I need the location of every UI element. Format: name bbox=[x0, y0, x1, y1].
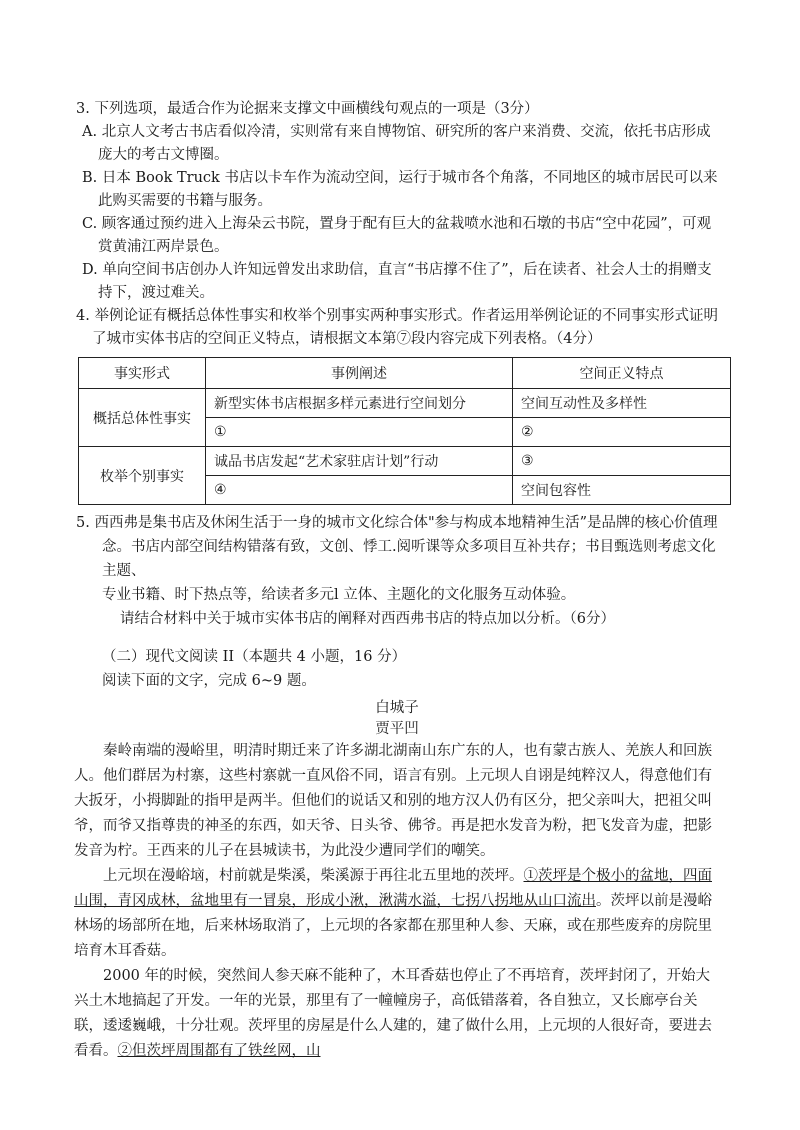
underlined-sentence-2: ②但茨坪周围都有了铁丝网，山 bbox=[117, 1043, 321, 1059]
q3-option-d: D. 单向空间书店创办人许知远曾发出求助信，直言“书店撑不住了”，后在读者、社会人士的捐赠支持下，渡过难关。 bbox=[82, 262, 712, 301]
table-cell: ① bbox=[206, 418, 513, 447]
table-cell: 诚品书店发起“艺术家驻店计划”行动 bbox=[206, 447, 513, 476]
section-instruction: 阅读下面的文字，完成 6~9 题。 bbox=[102, 673, 316, 689]
q5-line: 专业书籍、时下热点等，给读者多元l 立体、主题化的文化服务互动体验。 bbox=[102, 587, 576, 603]
table-header: 事例阐述 bbox=[206, 358, 513, 389]
q4-table bbox=[78, 357, 731, 505]
article-author: 贾平凹 bbox=[375, 721, 419, 737]
q4-stem: 4. 举例论证有概括总体性事实和枚举个别事实两种事实形式。作者运用举例论证的不同事实形式证明了城市实体书店的空间正义特点，请根据文本第⑦段内容完成下列表格。（4分） bbox=[76, 308, 718, 347]
section-heading: （二）现代文阅读 II（本题共 4 小题，16 分） bbox=[102, 649, 407, 665]
table-header-row bbox=[79, 358, 731, 389]
table-group-label: 概括总体性事实 bbox=[79, 389, 206, 447]
table-row bbox=[79, 389, 731, 418]
table-cell: 空间互动性及多样性 bbox=[513, 389, 731, 418]
q5-line: 5. 西西弗是集书店及休闲生活于一身的城市文化综合体"参与构成本地精神生活”是品牌的核心价值理 bbox=[76, 515, 718, 531]
question-3 bbox=[70, 98, 724, 305]
table-cell: ④ bbox=[206, 476, 513, 505]
table-cell: ③ bbox=[513, 447, 731, 476]
article-paragraph: 秦岭南端的漫峪里，明清时期迁来了许多湖北湖南山东广东的人，也有蒙古族人、羌族人和回族人。他们群居为村寨，这些村寨就一直风俗不同，语言有别。上元坝人自诩是纯粹汉人，得意他们有大扳牙，小拇脚趾的指甲是两半。但他们的说话又和别的地方汉人仍有区分，把父亲叫大，把祖父叫爷，而爷又指尊贵的神圣的东西，如天爷、日头爷、佛爷。再是把水发音为粉，把飞发音为虚，把影发音为柠。王西来的儿子在县城读书，为此没少遭同学们的嘲笑。 bbox=[74, 743, 712, 859]
article-title: 白城子 bbox=[375, 700, 419, 716]
article-paragraph bbox=[70, 964, 724, 1064]
underlined-sentence-1: ①茨坪是个极小的盆地，四面山围，青冈成林，盆地里有一冒泉，形成小湫，湫满水溢，七拐八拐地从山口流出 bbox=[74, 868, 712, 909]
table-row bbox=[79, 447, 731, 476]
table-cell: 空间包容性 bbox=[513, 476, 731, 505]
q3-option-a: A. 北京人文考古书店看似冷清，实则常有来自博物馆、研究所的客户来消费、交流，依托书店形成庞大的考古文博圈。 bbox=[82, 124, 711, 163]
q3-option-c: C. 顾客通过预约进入上海朵云书院，置身于配有巨大的盆栽喷水池和石墩的书店“空中花园”，可观赏黄浦江两岸景色。 bbox=[82, 216, 712, 255]
q3-option-b: B. 日本 Book Truck 书店以卡车作为流动空间，运行于城市各个角落，不同地区的城市居民可以来此购买需要的书籍与服务。 bbox=[82, 170, 718, 209]
table-cell: ② bbox=[513, 418, 731, 447]
article-body bbox=[70, 739, 724, 1064]
article-paragraph bbox=[70, 864, 724, 964]
paragraph-text: 2000 年的时候，突然间人参天麻不能种了，木耳香菇也停止了不再培育，茨坪封闭了，开始大兴土木地搞起了开发。一年的光景，那里有了一幢幢房子，高低错落着，各自独立，又长廊亭台关联，逶逶巍峨，十分壮观。茨坪里的房屋是什么人建的，建了做什么用，上元坝的人很好奇，要进去看看。 bbox=[74, 968, 712, 1059]
q5-line: 念。书店内部空间结构错落有致，文创、悸工.阅听课等众多项目互补共存；书目甄选则考虑文化主题、 bbox=[102, 539, 716, 579]
table-cell: 新型实体书店根据多样元素进行空间划分 bbox=[206, 389, 513, 418]
paragraph-text: 上元坝在漫峪垴，村前就是柴溪，柴溪源于再往北五里地的茨坪。 bbox=[103, 868, 524, 884]
table-header: 空间正义特点 bbox=[513, 358, 731, 389]
table-header: 事实形式 bbox=[79, 358, 206, 389]
paragraph-text: 。茨坪以前是漫峪林场的场部所在地，后来林场取消了，上元坝的各家都在那里种人参、天麻，或在那些废弃的房院里培育木耳香菇。 bbox=[74, 893, 712, 959]
q3-stem: 3. 下列选项，最适合作为论据来支撑文中画横线句观点的一项是（3分） bbox=[76, 101, 539, 117]
question-5 bbox=[70, 511, 724, 631]
question-4 bbox=[70, 305, 724, 505]
q5-prompt: 请结合材料中关于城市实体书店的阐释对西西弗书店的特点加以分析。（6分） bbox=[120, 611, 615, 627]
section-2 bbox=[70, 645, 724, 1064]
table-group-label: 枚举个别事实 bbox=[79, 447, 206, 505]
